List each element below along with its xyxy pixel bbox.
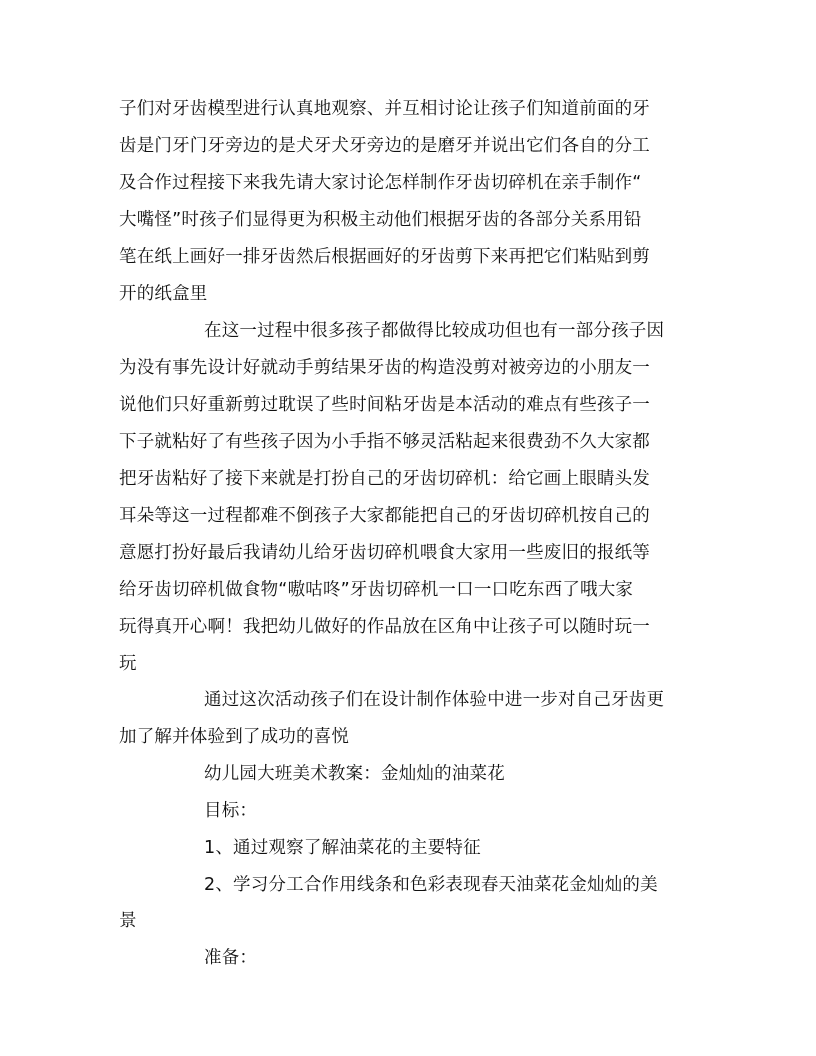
section-heading-preparation: 准备：: [204, 948, 258, 968]
text-line: 景: [119, 911, 137, 931]
paragraph-first-line: 在这一过程中很多孩子都做得比较成功但也有一部分孩子因: [204, 321, 665, 341]
text-line: 加了解并体验到了成功的喜悦: [119, 727, 350, 747]
text-line: 齿是门牙门牙旁边的是犬牙犬牙旁边的是磨牙并说出它们各自的分工: [119, 136, 650, 156]
text-line: 子们对牙齿模型进行认真地观察、并互相讨论让孩子们知道前面的牙: [119, 99, 650, 119]
text-line: 说他们只好重新剪过耽误了些时间粘牙齿是本活动的难点有些孩子一: [119, 395, 650, 415]
text-line: 给牙齿切碎机做食物“嗷咕咚”牙齿切碎机一口一口吃东西了哦大家: [119, 580, 634, 600]
text-line: 把牙齿粘好了接下来就是打扮自己的牙齿切碎机：给它画上眼睛头发: [119, 469, 650, 489]
text-line: 笔在纸上画好一排牙齿然后根据画好的牙齿剪下来再把它们粘贴到剪: [119, 247, 650, 267]
text-line: 大嘴怪”时孩子们显得更为积极主动他们根据牙齿的各部分关系用铅: [119, 210, 642, 230]
text-line: 及合作过程接下来我先请大家讨论怎样制作牙齿切碎机在亲手制作“: [119, 173, 642, 193]
text-line: 玩得真开心啊！我把幼儿做好的作品放在区角中让孩子可以随时玩一: [119, 617, 650, 637]
text-line: 下子就粘好了有些孩子因为小手指不够灵活粘起来很费劲不久大家都: [119, 432, 650, 452]
section-heading-goals: 目标：: [204, 801, 258, 821]
text-line: 开的纸盒里: [119, 284, 208, 304]
goal-item-2: 2、学习分工合作用线条和色彩表现春天油菜花金灿灿的美: [204, 875, 658, 895]
text-line: 为没有事先设计好就动手剪结果牙齿的构造没剪对被旁边的小朋友一: [119, 358, 650, 378]
lesson-title: 幼儿园大班美术教案：金灿灿的油菜花: [204, 764, 505, 784]
text-line: 耳朵等这一过程都难不倒孩子大家都能把自己的牙齿切碎机按自己的: [119, 506, 650, 526]
text-line: 玩: [119, 654, 137, 674]
paragraph-first-line: 通过这次活动孩子们在设计制作体验中进一步对自己牙齿更: [204, 690, 665, 710]
goal-item-1: 1、通过观察了解油菜花的主要特征: [204, 838, 481, 858]
text-line: 意愿打扮好最后我请幼儿给牙齿切碎机喂食大家用一些废旧的报纸等: [119, 543, 650, 563]
